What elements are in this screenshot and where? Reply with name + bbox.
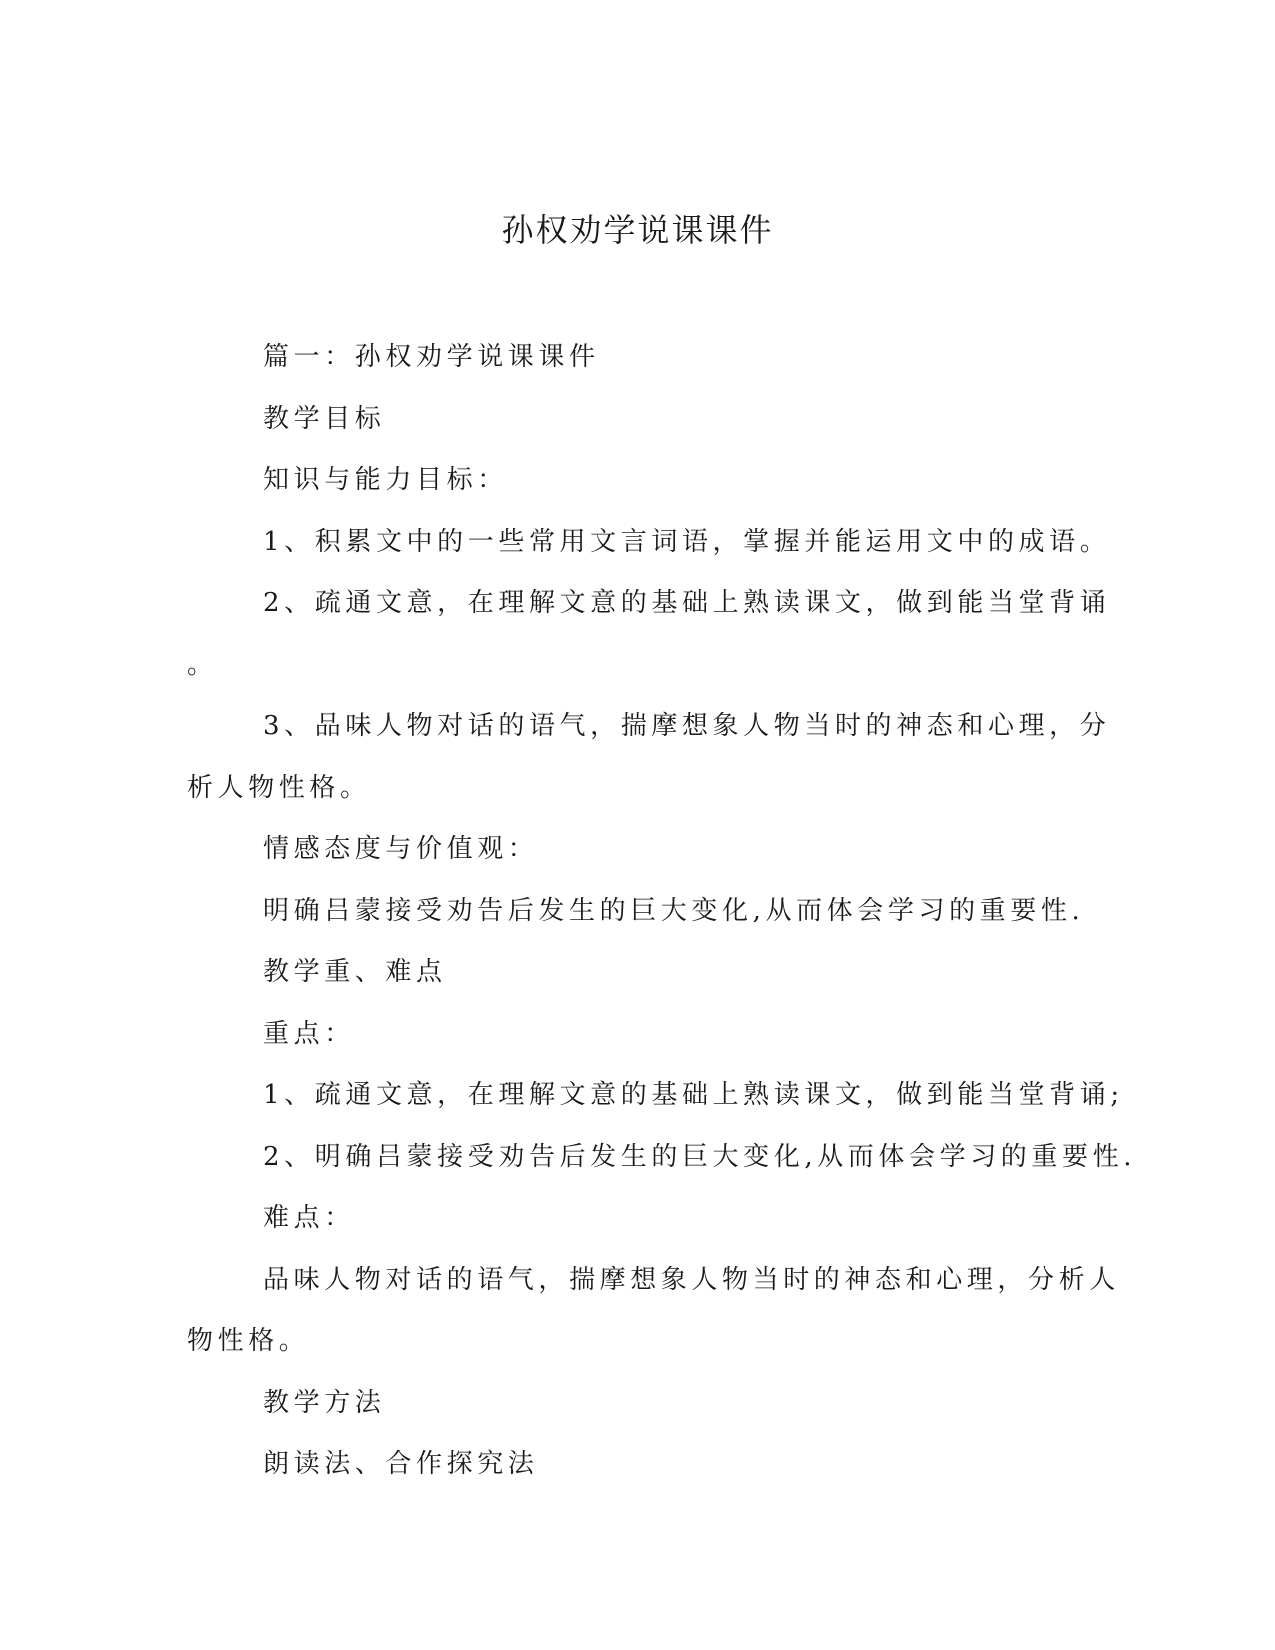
- paragraph-line: 物性格。: [187, 1326, 310, 1356]
- paragraph-line: 教学目标: [263, 403, 386, 434]
- paragraph-line: 2、明确吕蒙接受劝告后发生的巨大变化,从而体会学习的重要性.: [263, 1141, 1137, 1172]
- paragraph-line: 3、品味人物对话的语气，揣摩想象人物当时的神态和心理，分: [263, 711, 1111, 741]
- paragraph-line: 重点：: [263, 1018, 355, 1049]
- paragraph-line: 情感态度与价值观：: [263, 834, 539, 864]
- paragraph-line: 1、积累文中的一些常用文言词语，掌握并能运用文中的成语。: [263, 526, 1111, 557]
- paragraph-line: 品味人物对话的语气，揣摩想象人物当时的神态和心理，分析人: [263, 1264, 1120, 1295]
- paragraph-line: 析人物性格。: [187, 772, 371, 803]
- paragraph-line: 篇一：孙权劝学说课课件: [263, 342, 600, 372]
- paragraph-line: 教学重、难点: [263, 957, 447, 987]
- paragraph-line: 1、疏通文意，在理解文意的基础上熟读课文，做到能当堂背诵;: [263, 1080, 1124, 1110]
- document-body: [187, 327, 1137, 1496]
- paragraph-line: 2、疏通文意，在理解文意的基础上熟读课文，做到能当堂背诵: [263, 588, 1111, 618]
- paragraph-line: 明确吕蒙接受劝告后发生的巨大变化,从而体会学习的重要性.: [263, 895, 1085, 926]
- paragraph-line: 难点：: [263, 1203, 355, 1233]
- paragraph-line: 教学方法: [263, 1387, 386, 1418]
- document-title: 孙权劝学说课课件: [501, 211, 774, 249]
- paragraph-line: 朗读法、合作探究法: [263, 1449, 539, 1479]
- paragraph-line: 知识与能力目标：: [263, 465, 508, 495]
- paragraph-line: 。: [187, 649, 218, 680]
